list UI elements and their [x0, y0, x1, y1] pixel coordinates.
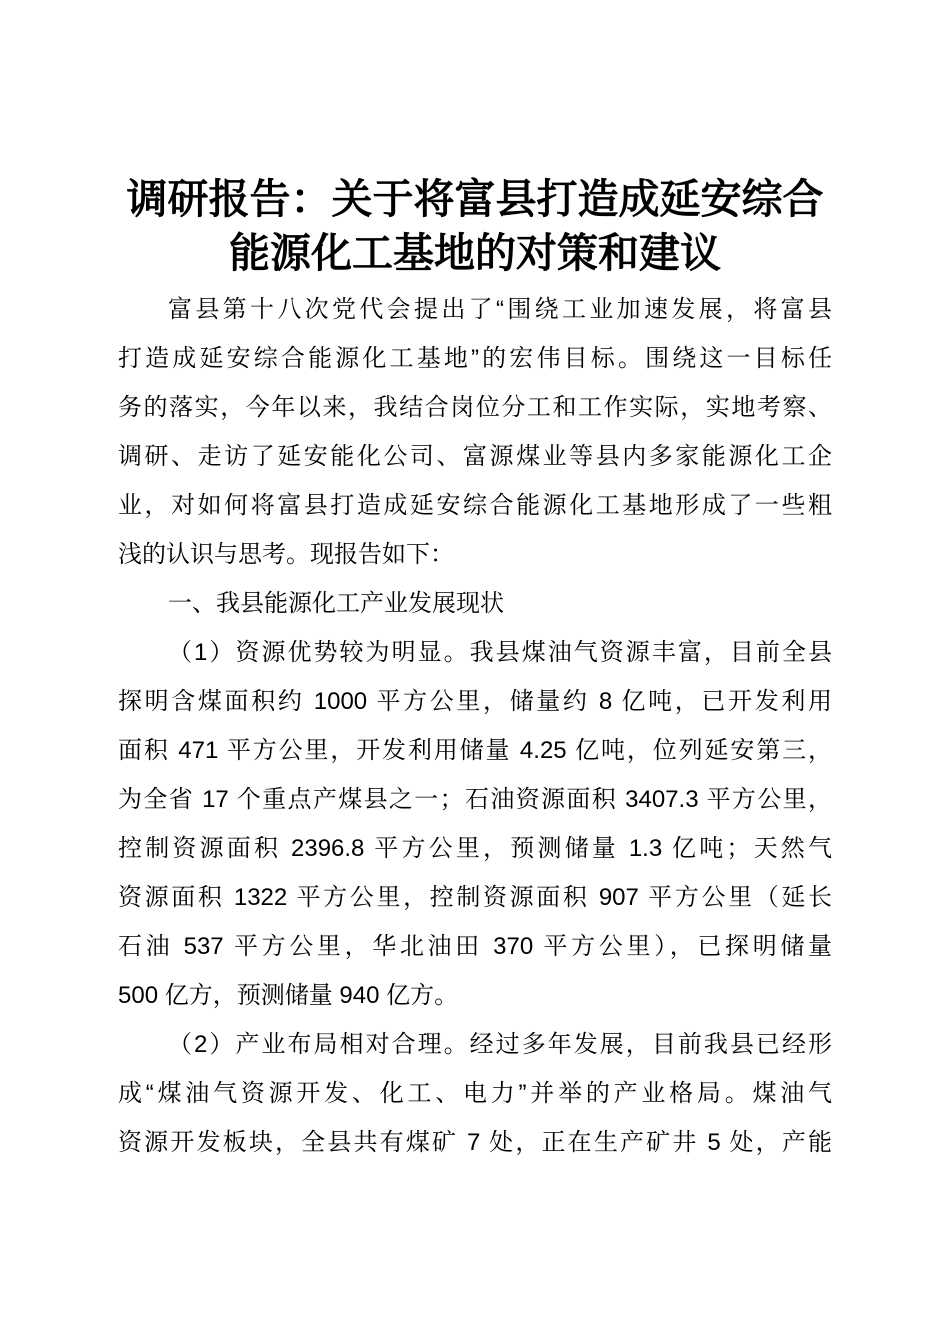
text-line: 控制资源面积 2396.8 平方公里，预测储量 1.3 亿吨；天然气 — [118, 835, 832, 862]
text-line: 500 亿方，预测储量 940 亿方。 — [118, 982, 459, 1009]
text-line: 石油 537 平方公里，华北油田 370 平方公里），已探明储量 — [118, 933, 832, 960]
text-line: 富县第十八次党代会提出了“围绕工业加速发展，将富县 — [168, 296, 832, 323]
text-line: 资源面积 1322 平方公里，控制资源面积 907 平方公里（延长 — [118, 884, 832, 911]
text-line: 为全省 17 个重点产煤县之一；石油资源面积 3407.3 平方公里， — [118, 786, 832, 813]
document-content — [118, 172, 832, 1167]
text-line: 面积 471 平方公里，开发利用储量 4.25 亿吨，位列延安第三， — [118, 737, 832, 764]
document-title — [118, 172, 832, 280]
paragraph — [118, 628, 832, 1020]
text-line: （1）资源优势较为明显。我县煤油气资源丰富，目前全县 — [168, 639, 832, 666]
text-line: 打造成延安综合能源化工基地”的宏伟目标。围绕这一目标任 — [118, 345, 832, 372]
document-title-line-1: 调研报告：关于将富县打造成延安综合 — [126, 176, 824, 222]
document-body — [118, 285, 832, 1167]
text-line: 浅的认识与思考。现报告如下： — [118, 541, 454, 568]
text-line: 调研、走访了延安能化公司、富源煤业等县内多家能源化工企 — [118, 443, 832, 470]
paragraph — [118, 285, 832, 579]
text-line: 务的落实，今年以来，我结合岗位分工和工作实际，实地考察、 — [118, 394, 832, 421]
text-line: 成“煤油气资源开发、化工、电力”并举的产业格局。煤油气 — [118, 1080, 832, 1107]
paragraph — [118, 1020, 832, 1167]
text-line: 业，对如何将富县打造成延安综合能源化工基地形成了一些粗 — [118, 492, 832, 519]
text-line: （2）产业布局相对合理。经过多年发展，目前我县已经形 — [168, 1031, 832, 1058]
text-line: 资源开发板块，全县共有煤矿 7 处，正在生产矿井 5 处，产能 — [118, 1129, 832, 1156]
document-title-line-2: 能源化工基地的对策和建议 — [229, 230, 721, 276]
text-line: 探明含煤面积约 1000 平方公里，储量约 8 亿吨，已开发利用 — [118, 688, 832, 715]
section-heading — [118, 579, 832, 628]
text-line: 一、我县能源化工产业发展现状 — [168, 590, 504, 617]
